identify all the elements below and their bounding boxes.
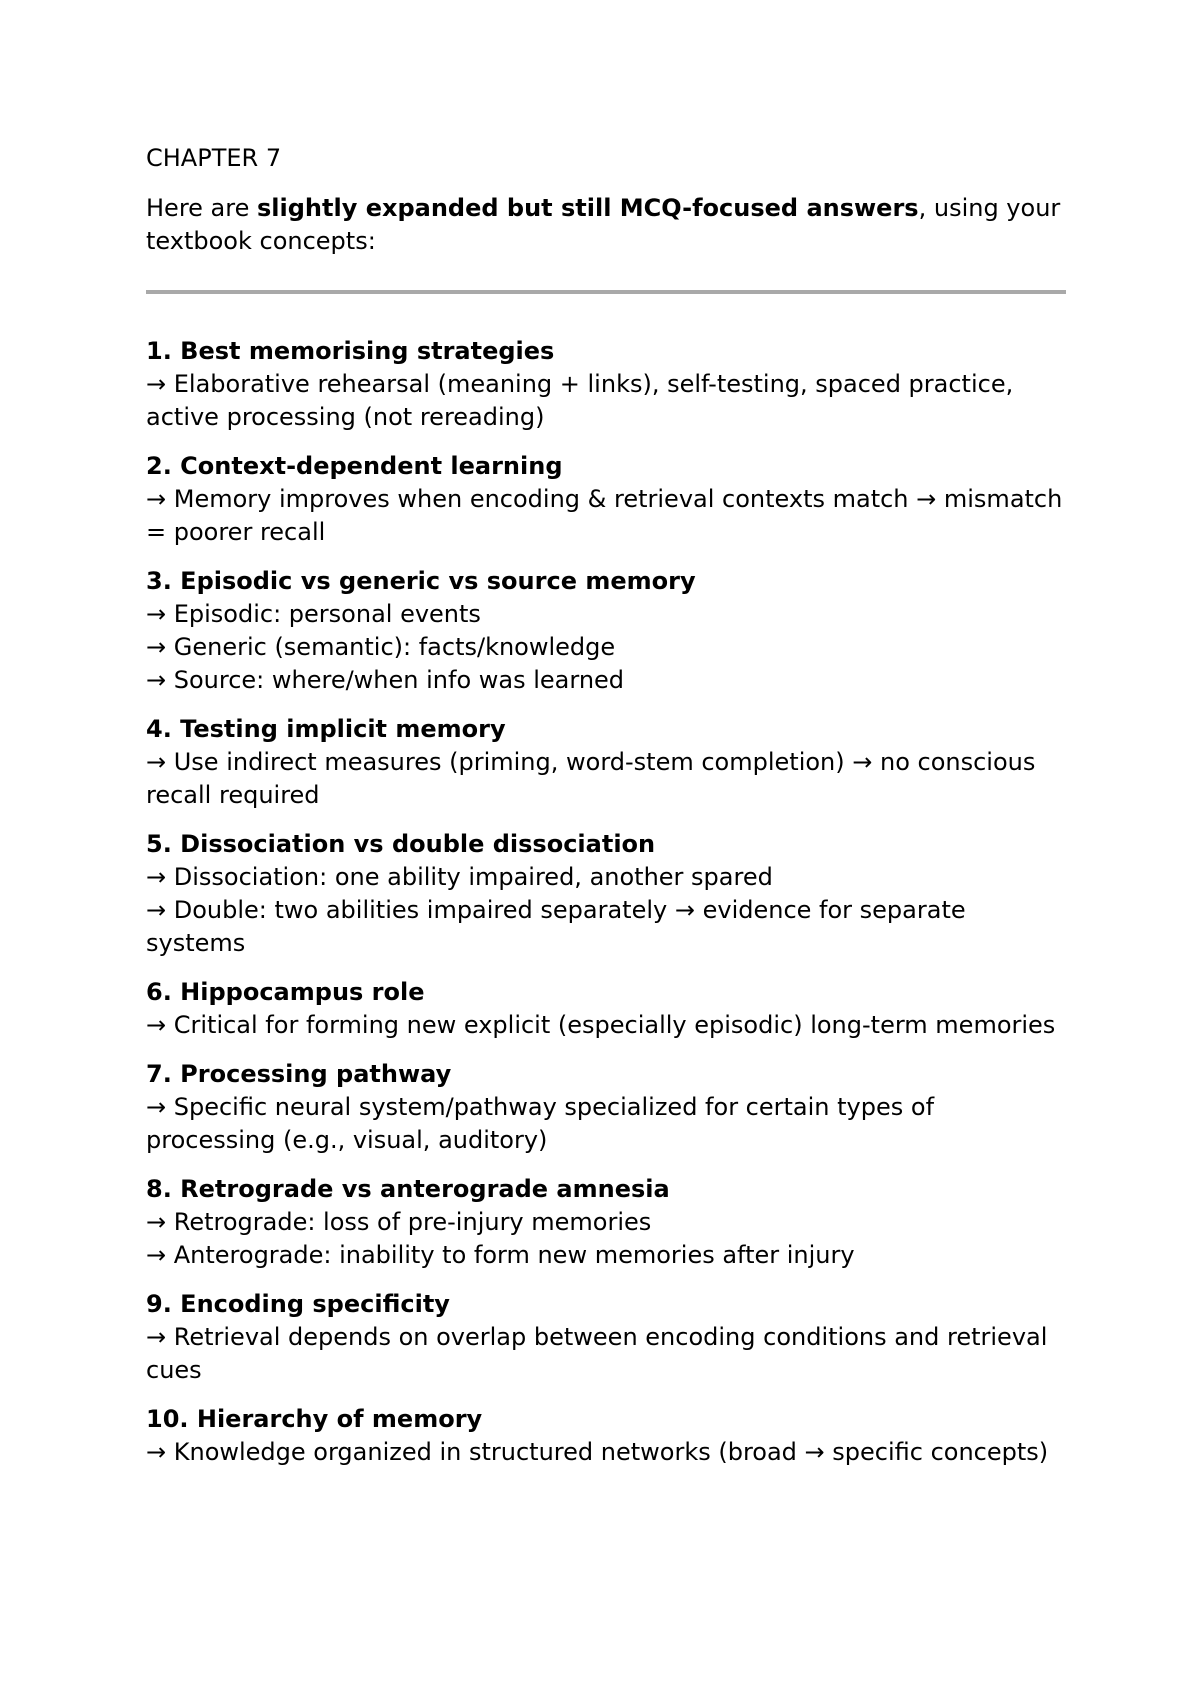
horizontal-rule	[146, 290, 1066, 294]
answer-line: → Critical for forming new explicit (especially episodic) long-term memories	[146, 1011, 1056, 1039]
answer-line: → Generic (semantic): facts/knowledge	[146, 633, 616, 661]
answer-item-8	[146, 1173, 1066, 1272]
answer-line: → Specific neural system/pathway specialized for certain types of processing (e.g., visual, auditory)	[146, 1093, 935, 1154]
answer-line: → Anterograde: inability to form new memories after injury	[146, 1241, 855, 1269]
answer-line: → Double: two abilities impaired separately → evidence for separate systems	[146, 896, 966, 957]
answer-item-6	[146, 976, 1066, 1042]
answer-item-3	[146, 565, 1066, 697]
answer-line: → Retrograde: loss of pre-injury memories	[146, 1208, 652, 1236]
answer-line: → Elaborative rehearsal (meaning + links), self-testing, spaced practice, active processing (not rereading)	[146, 370, 1014, 431]
answer-item-4	[146, 713, 1066, 812]
answer-title: 8. Retrograde vs anterograde amnesia	[146, 1175, 670, 1203]
answer-title: 9. Encoding specificity	[146, 1290, 450, 1318]
answer-title: 5. Dissociation vs double dissociation	[146, 830, 656, 858]
answer-item-10	[146, 1403, 1066, 1469]
intro-paragraph	[146, 192, 1066, 258]
intro-suffix: , using your textbook concepts:	[146, 194, 1061, 255]
intro-prefix: Here are	[146, 194, 257, 222]
answer-line: → Episodic: personal events	[146, 600, 481, 628]
answer-item-7	[146, 1058, 1066, 1157]
answer-item-5	[146, 828, 1066, 960]
answer-line: → Use indirect measures (priming, word-stem completion) → no conscious recall required	[146, 748, 1036, 809]
answer-item-2	[146, 450, 1066, 549]
answer-item-1	[146, 335, 1066, 434]
answer-title: 2. Context-dependent learning	[146, 452, 563, 480]
answer-line: → Retrieval depends on overlap between encoding conditions and retrieval cues	[146, 1323, 1048, 1384]
answer-line: → Dissociation: one ability impaired, another spared	[146, 863, 773, 891]
answer-title: 3. Episodic vs generic vs source memory	[146, 567, 696, 595]
intro-bold: slightly expanded but still MCQ-focused answers	[257, 194, 919, 222]
answer-title: 6. Hippocampus role	[146, 978, 425, 1006]
chapter-heading: CHAPTER 7	[146, 144, 282, 172]
answer-line: → Source: where/when info was learned	[146, 666, 625, 694]
answer-list	[146, 335, 1066, 1469]
answer-title: 1. Best memorising strategies	[146, 337, 555, 365]
document-page	[146, 142, 1066, 1485]
answer-item-9	[146, 1288, 1066, 1387]
answer-line: → Memory improves when encoding & retrieval contexts match → mismatch = poorer recall	[146, 485, 1063, 546]
answer-title: 4. Testing implicit memory	[146, 715, 506, 743]
answer-title: 10. Hierarchy of memory	[146, 1405, 483, 1433]
answer-title: 7. Processing pathway	[146, 1060, 452, 1088]
answer-line: → Knowledge organized in structured networks (broad → specific concepts)	[146, 1438, 1049, 1466]
